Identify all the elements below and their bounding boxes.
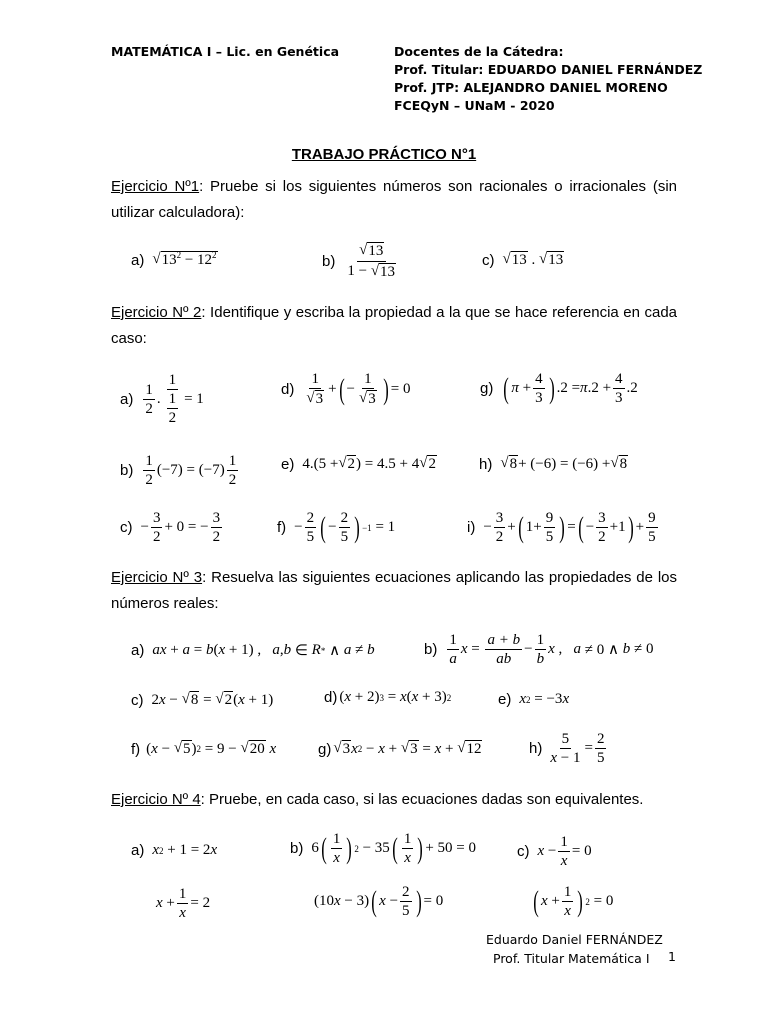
exercise-3-heading: Ejercicio Nº 3 — [111, 569, 203, 586]
math-expression: x − $\frac{1}{x}$ = 0 — [537, 834, 592, 869]
ex4-item-a-pair — [156, 886, 210, 921]
item-label: h) — [529, 740, 543, 757]
math-expression: 1 √ 3 + ( − 1 √ 3 ) = 0 — [306, 371, 411, 407]
exercise-4-heading: Ejercicio Nº 4 — [111, 791, 201, 808]
math-expression: 6 ( $\frac{1}{x}$ ) 2 − 35 ( $\frac{1}{x}$ ) + 50 = 0 — [311, 831, 476, 866]
item-label: a) — [131, 842, 145, 859]
math-expression: √ 13 . √ 13 — [502, 251, 564, 268]
item-label: i) — [467, 519, 476, 536]
faculty-line: FCEQyN – UNaM - 2020 — [394, 98, 555, 113]
ex1-item-a — [131, 251, 218, 269]
math-expression: ( x + $\frac{1}{x}$ ) 2 = 0 — [533, 884, 614, 919]
exercise-2-statement — [111, 300, 677, 352]
ex3-item-d — [324, 689, 451, 706]
page-number: 1 — [668, 949, 676, 964]
math-expression: ( x − √ 5 ) 2 = 9 − √ 20 x — [146, 740, 277, 757]
exercise-3-statement — [111, 565, 677, 617]
exercise-2-text: : Identifique y escriba la propiedad a la que se hace referencia en cada caso: — [111, 304, 678, 347]
item-label: b) — [120, 462, 134, 479]
math-expression: $\frac{1}{2}$ (−7) = (−7) $\frac{1}{2}$ — [145, 453, 237, 488]
math-expression: x + $\frac{1}{x}$ = 2 — [156, 886, 211, 921]
math-expression: √ 3 x 2 − x + √ 3 = x + √ 12 — [333, 740, 482, 757]
ex2-item-g — [480, 371, 638, 406]
math-expression: x 2 + 1 = 2 x — [152, 842, 218, 858]
faculty-line: Prof. JTP: ALEJANDRO DANIEL MORENO — [394, 80, 668, 95]
item-label: h) — [479, 455, 493, 473]
exercise-4-statement — [111, 787, 677, 813]
math-expression: ( x + 2) 3 = x ( x + 3) 2 — [339, 689, 452, 705]
math-expression: √ 13 1 − √ 13 — [347, 242, 396, 280]
math-expression: 4.(5 + √ 2 ) = 4.5 + 4 √ 2 — [302, 455, 436, 472]
ex1-item-c — [482, 251, 564, 269]
ex2-item-b — [120, 453, 240, 488]
ex4-item-c-pair — [531, 884, 613, 919]
math-expression: $\frac{1}{2}$ . $\frac{1}{\frac{1}{2}}$ = 1 — [145, 372, 204, 426]
math-expression: ax + a = b ( x + 1) , a , b ∈ R * ∧ a ≠ b — [152, 642, 375, 659]
exercise-3-text: : Resuelva las siguientes ecuaciones aplicando las propiedades de los números reales: — [111, 569, 678, 612]
item-label: c) — [120, 519, 133, 536]
ex3-item-h — [529, 731, 608, 766]
ex2-item-d — [281, 371, 410, 408]
item-label: a) — [131, 251, 145, 269]
ex3-item-e — [498, 691, 569, 708]
math-expression: x 2 = −3 x — [519, 691, 570, 707]
item-label: g) — [480, 380, 494, 397]
ex4-item-b — [290, 831, 476, 866]
faculty-line: Prof. Titular: EDUARDO DANIEL FERNÁNDEZ — [394, 62, 703, 77]
course-header: MATEMÁTICA I – Lic. en Genética — [111, 44, 340, 59]
ex2-item-a — [120, 372, 204, 426]
ex1-item-b — [322, 242, 400, 281]
item-label: d) — [281, 381, 295, 398]
exercise-1-statement — [111, 174, 677, 226]
item-label: b) — [424, 641, 438, 658]
math-expression: (10 x − 3) ( x − $\frac{2}{5}$ ) = 0 — [314, 884, 444, 919]
ex4-item-b-pair — [314, 884, 443, 919]
math-expression: − $\frac{3}{2}$ + 0 = − $\frac{3}{2}$ — [140, 510, 221, 545]
math-expression: $\frac{5}{x - 1}$ = $\frac{2}{5}$ — [550, 731, 605, 766]
ex4-item-c — [517, 834, 592, 869]
footer-author: Eduardo Daniel FERNÁNDEZ — [486, 932, 663, 947]
item-label: f) — [277, 519, 287, 536]
ex3-item-f — [131, 740, 276, 758]
item-label: b) — [290, 840, 304, 857]
item-label: b) — [322, 253, 336, 270]
faculty-line: Docentes de la Cátedra: — [394, 44, 564, 59]
item-label: d) — [324, 689, 338, 706]
item-label: c) — [482, 251, 495, 269]
math-expression: $\frac{1}{a}$ x = $\frac{a + b}{ab}$ − $\frac{1}{b}$ x , a ≠ 0 ∧ b ≠ 0 — [449, 632, 654, 667]
ex4-item-a — [131, 842, 217, 859]
item-label: a) — [131, 642, 145, 659]
item-label: g) — [318, 740, 332, 758]
math-expression: − $\frac{2}{5}$ ( − $\frac{2}{5}$ ) −1 = 1 — [294, 510, 396, 545]
item-label: a) — [120, 390, 134, 408]
ex3-item-b — [424, 632, 653, 667]
ex2-item-f — [277, 510, 395, 545]
exercise-2-heading: Ejercicio Nº 2 — [111, 304, 202, 321]
math-expression: √ 8 + (−6) = (−6) + √ 8 — [500, 455, 628, 472]
ex2-item-i — [467, 510, 660, 545]
exercise-1-text: : Pruebe si los siguientes números son racionales o irracionales (sin utilizar calculadora): — [111, 178, 677, 221]
item-label: e) — [281, 455, 295, 473]
page-title: TRABAJO PRÁCTICO N°1 — [291, 146, 477, 163]
exercise-1-heading: Ejercicio Nº1 — [111, 178, 200, 195]
item-label: f) — [131, 740, 141, 758]
exercise-4-text: : Pruebe, en cada caso, si las ecuaciones dadas son equivalentes. — [200, 791, 644, 808]
math-expression: − $\frac{3}{2}$ + ( 1+ $\frac{9}{5}$ ) = ( − $\frac{3}{2}$ +1 ) + $\frac{9}{5}$ — [483, 510, 656, 545]
ex3-item-a — [131, 641, 375, 660]
item-label: c) — [517, 843, 530, 860]
math-expression: 2 x − √ 8 = √ 2 ( x + 1) — [151, 691, 274, 708]
ex2-item-h — [479, 455, 628, 473]
item-label: c) — [131, 691, 144, 709]
faculty-header — [394, 43, 702, 115]
ex2-item-c — [120, 510, 224, 545]
ex3-item-c — [131, 691, 273, 709]
item-label: e) — [498, 691, 512, 708]
math-expression: ( π + $\frac{4}{3}$ ) .2 = π .2 + $\frac{4}{3}$ .2 — [503, 371, 638, 406]
ex2-item-e — [281, 455, 437, 473]
ex3-item-g — [318, 740, 482, 758]
math-expression: √ $13^2 - 12^2$ — [152, 250, 217, 268]
footer-role: Prof. Titular Matemática I — [493, 951, 650, 966]
